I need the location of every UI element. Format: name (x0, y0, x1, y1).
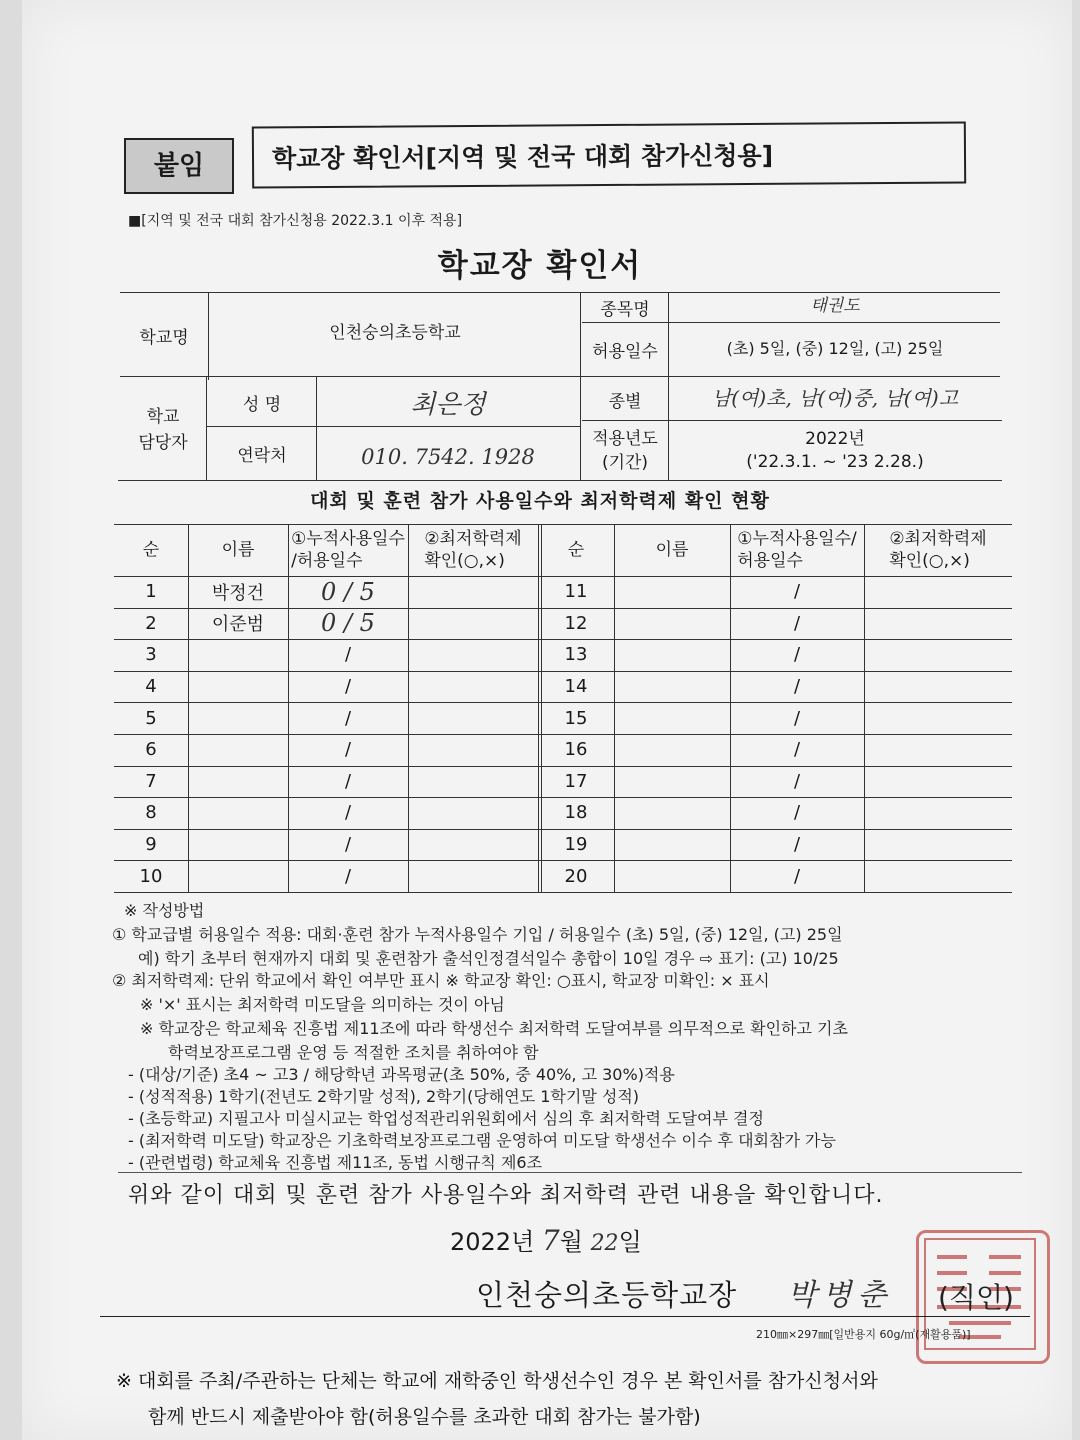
instruction-line: - (대상/기준) 초4 ~ 고3 / 해당학년 과목평균(초 50%, 중 40%, 고 30%)적용 (128, 1065, 675, 1084)
table-row-name (614, 639, 730, 671)
table-row-no: 11 (564, 581, 588, 603)
page-title: 학교장 확인서 (437, 248, 643, 284)
header-name-right: 이름 (655, 540, 689, 560)
instruction-line: - (성적적용) 1학기(전년도 2학기말 성적), 2학기(당해연도 1학기말 성적) (128, 1087, 640, 1106)
date-day-suffix: 일 (618, 1228, 642, 1256)
table-row-no: 1 (145, 581, 157, 603)
days-value: (초) 5일, (중) 12일, (고) 25일 (726, 338, 944, 358)
table-row-name (614, 608, 730, 640)
instruction-line: - (관련법령) 학교체육 진흥법 제11조, 동법 시행규칙 제6조 (128, 1153, 543, 1172)
table-row-days: / (344, 707, 352, 729)
instruction-line: - (최저학력 미도달) 학교장은 기초학력보장프로그램 운영하여 미도달 학생선수 이수 후 대회참가 가능 (128, 1131, 836, 1150)
contact-value: 010. 7542. 1928 (361, 445, 535, 469)
table-row-check (864, 671, 1012, 703)
table-row-name (188, 797, 288, 829)
instruction-line: 예) 학기 초부터 현재까지 대회 및 훈련참가 출석인정결석일수 총합이 10일 경우 ⇨ 표기: (고) 10/25 (138, 949, 839, 968)
date-month-suffix: 월 (559, 1228, 583, 1256)
days-label: 허용일수 (592, 341, 658, 362)
table-row-no: 10 (139, 865, 163, 887)
table-row-no: 3 (145, 644, 157, 666)
table-row-name (614, 860, 730, 892)
instruction-line: ① 학교급별 허용일수 적용: 대회·훈련 참가 누적사용일수 기입 / 허용일수 (초) 5일, (중) 12일, (고) 25일 (112, 925, 843, 944)
table-row-check (408, 639, 538, 671)
table-row-name (188, 702, 288, 734)
table-row-days: / (793, 676, 801, 698)
date-day: 22 (590, 1231, 619, 1256)
name-label: 성 명 (242, 394, 282, 415)
table-row-days: / (793, 739, 801, 761)
date-month: 7 (541, 1224, 560, 1257)
table-row-name: 이준범 (211, 614, 265, 636)
table-row-check (864, 576, 1012, 608)
table-row-name (614, 797, 730, 829)
table-row-line (114, 892, 1012, 893)
table-row-no: 8 (145, 802, 157, 824)
info-vline (580, 292, 581, 480)
period-value: ('22.3.1. ~ '23 2.28.) (746, 452, 924, 472)
table-row-check (864, 797, 1012, 829)
info-line (206, 426, 580, 427)
school-label: 학교명 (139, 327, 189, 348)
signature-date (450, 1222, 642, 1257)
table-row-no: 5 (145, 707, 157, 729)
table-row-days: 0 / 5 (321, 577, 375, 606)
table-row-check (864, 860, 1012, 892)
table-row-no: 16 (564, 739, 588, 761)
header-check: ②최저학력제 확인(○,×) (424, 529, 522, 571)
table-row-no: 13 (564, 644, 588, 666)
info-line (582, 322, 1000, 323)
paper-size-note: 210㎜×297㎜[일반용지 60g/㎡(재활용품)] (756, 1328, 971, 1341)
table-row-check (408, 829, 538, 861)
table-row-days: / (793, 802, 801, 824)
table-row-days: / (793, 581, 801, 603)
table-row-check (864, 734, 1012, 766)
info-vline (206, 376, 207, 480)
table-row-name: 박정건 (211, 582, 265, 604)
date-year: 2022년 (450, 1228, 535, 1256)
sport-label: 종목명 (600, 299, 650, 320)
usage-table-title: 대회 및 훈련 참가 사용일수와 최저학력제 확인 현황 (310, 490, 770, 512)
gender-value: 남(여)초, 남(여)중, 남(여)고 (711, 385, 959, 410)
table-row-days: / (344, 770, 352, 792)
seal-label: (직인) (938, 1281, 1014, 1314)
table-row-name (614, 671, 730, 703)
table-row-days: / (793, 834, 801, 856)
table-row-no: 2 (145, 612, 157, 634)
name-value: 최은정 (410, 389, 486, 420)
gender-label: 종별 (608, 391, 642, 412)
sport-value: 태권도 (810, 295, 860, 316)
table-row-name (188, 860, 288, 892)
table-row-days: / (793, 865, 801, 887)
table-row-days: / (344, 676, 352, 698)
year-value: 2022년 (805, 428, 865, 449)
table-row-check (864, 766, 1012, 798)
table-row-no: 7 (145, 770, 157, 792)
table-row-name (614, 734, 730, 766)
table-row-name (188, 734, 288, 766)
table-row-check (408, 608, 538, 640)
info-vline (668, 292, 669, 480)
instruction-line: 학력보장프로그램 운영 등 적절한 조치를 취하여야 함 (168, 1043, 539, 1062)
table-row-days: / (793, 707, 801, 729)
instruction-line: - (초등학교) 지필고사 미실시교는 학업성적관리위원회에서 심의 후 최저학력 도달여부 결정 (128, 1109, 764, 1128)
contact-label: 연락처 (237, 445, 287, 466)
table-row-days: / (344, 834, 352, 856)
footer-note-line2: 함께 반드시 제출받아야 함(허용일수를 초과한 대회 참가는 불가함) (148, 1406, 701, 1428)
table-row-name (614, 576, 730, 608)
header-no: 순 (142, 540, 160, 560)
table-row-check (864, 702, 1012, 734)
footer-divider (100, 1316, 1030, 1317)
document-heading-box: 학교장 확인서[지역 및 전국 대회 참가신청용] (252, 122, 966, 189)
table-row-name (188, 639, 288, 671)
manager-label: 학교 담당자 (138, 407, 188, 453)
table-row-name (188, 829, 288, 861)
attachment-badge: 붙임 (124, 138, 234, 194)
table-row-no: 15 (564, 707, 588, 729)
table-row-days: / (793, 770, 801, 792)
table-row-check (408, 734, 538, 766)
header-days-right: ①누적사용일수/ 허용일수 (737, 529, 857, 571)
header-days: ①누적사용일수 /허용일수 (291, 529, 405, 571)
table-row-no: 4 (145, 676, 157, 698)
instruction-line: ※ '×' 표시는 최저학력 미도달을 의미하는 것이 아님 (140, 995, 505, 1014)
table-row-name (614, 702, 730, 734)
year-label: 적용년도 (기간) (592, 429, 658, 473)
table-row-days: / (793, 644, 801, 666)
table-row-days: / (793, 612, 801, 634)
table-row-days: / (344, 644, 352, 666)
table-row-days: / (344, 865, 352, 887)
header-check-right: ②최저학력제 확인(○,×) (889, 529, 987, 571)
table-row-days: / (344, 739, 352, 761)
principal-signature (476, 1270, 892, 1314)
info-vline (316, 376, 317, 480)
header-no-right: 순 (567, 540, 585, 560)
instruction-line: ※ 작성방법 (124, 901, 205, 920)
table-row-name (188, 671, 288, 703)
table-row-name (188, 766, 288, 798)
table-row-check (408, 671, 538, 703)
table-row-no: 18 (564, 802, 588, 824)
table-row-no: 17 (564, 770, 588, 792)
school-value: 인천숭의초등학교 (329, 322, 461, 343)
table-row-no: 20 (564, 865, 588, 887)
table-row-no: 14 (564, 676, 588, 698)
table-row-check (408, 702, 538, 734)
table-row-check (408, 797, 538, 829)
principal-name: 박병춘 (787, 1278, 893, 1313)
table-row-check (864, 639, 1012, 671)
table-row-check (864, 829, 1012, 861)
applicability-note: ■[지역 및 전국 대회 참가신청용 2022.3.1 이후 적용] (128, 213, 463, 229)
instruction-line: ② 최저학력제: 단위 학교에서 확인 여부만 표시 ※ 학교장 확인: ○표시, 학교장 미확인: × 표시 (112, 971, 770, 990)
table-row-no: 6 (145, 739, 157, 761)
instruction-line: ※ 학교장은 학교체육 진흥법 제11조에 따라 학생선수 최저학력 도달여부를 의무적으로 확인하고 기초 (140, 1019, 848, 1038)
header-name: 이름 (221, 540, 255, 560)
divider (118, 1172, 1022, 1173)
table-row-no: 19 (564, 834, 588, 856)
info-line (582, 420, 1002, 421)
table-row-no: 12 (564, 612, 588, 634)
table-row-days: 0 / 5 (321, 609, 375, 638)
table-row-check (408, 860, 538, 892)
info-vline (208, 292, 209, 380)
confirmation-statement: 위와 같이 대회 및 훈련 참가 사용일수와 최저학력 관련 내용을 확인합니다. (128, 1183, 884, 1208)
table-row-check (864, 608, 1012, 640)
table-row-no: 9 (145, 834, 157, 856)
table-row-name (614, 766, 730, 798)
footer-note-line1: ※ 대회를 주최/주관하는 단체는 학교에 재학중인 학생선수인 경우 본 확인서를 참가신청서와 (116, 1370, 878, 1392)
table-row-days: / (344, 802, 352, 824)
table-row-check (408, 576, 538, 608)
table-row-name (614, 829, 730, 861)
principal-title: 인천숭의초등학교장 (476, 1278, 738, 1312)
table-row-check (408, 766, 538, 798)
